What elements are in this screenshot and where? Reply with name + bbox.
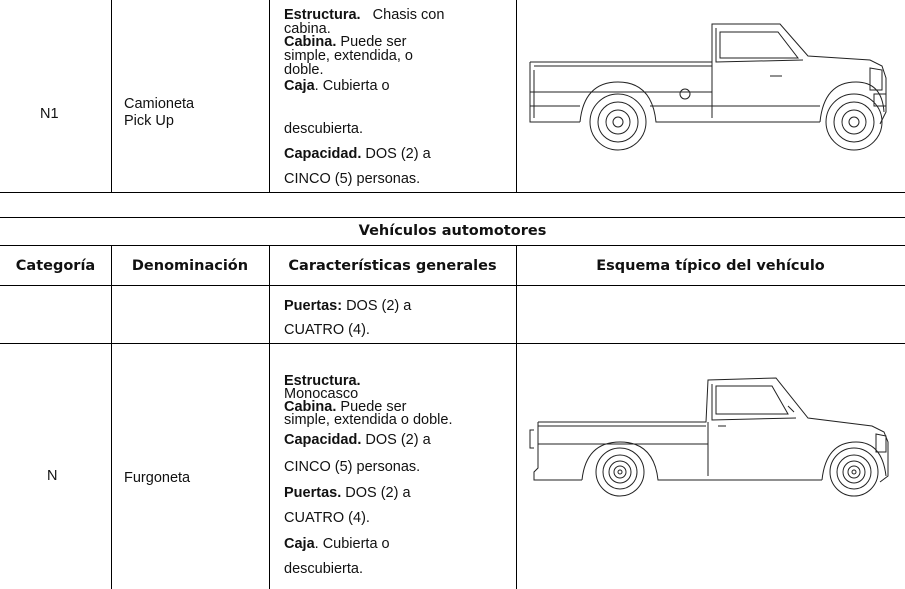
category-cell: N1 xyxy=(40,106,59,122)
characteristic-line: Capacidad. DOS (2) a xyxy=(284,146,431,162)
characteristic-line: CUATRO (4). xyxy=(284,322,370,338)
characteristic-line: Caja. Cubierta o xyxy=(284,536,390,552)
grid-line xyxy=(0,343,905,344)
characteristic-line: descubierta. xyxy=(284,121,363,137)
pickup-truck-diagram xyxy=(520,14,900,164)
characteristic-line: Puertas: DOS (2) a xyxy=(284,298,412,314)
furgoneta-diagram xyxy=(526,372,896,507)
characteristic-line: Caja. Cubierta o xyxy=(284,78,390,94)
grid-line xyxy=(0,217,905,218)
characteristic-line: doble. xyxy=(284,62,324,78)
column-header: Categoría xyxy=(15,258,96,274)
category-cell: N xyxy=(47,468,58,484)
grid-line xyxy=(0,285,905,286)
characteristic-line: Estructura. xyxy=(284,373,361,389)
column-header: Denominación xyxy=(131,258,249,274)
characteristic-line: descubierta. xyxy=(284,561,363,577)
characteristic-line: CINCO (5) personas. xyxy=(284,171,421,187)
characteristic-line: Capacidad. DOS (2) a xyxy=(284,432,431,448)
grid-line xyxy=(111,0,112,192)
column-header: Esquema típico del vehículo xyxy=(596,258,825,274)
grid-line xyxy=(0,245,905,246)
characteristic-line: Estructura. Chasis con xyxy=(284,7,445,23)
denomination-cell: Camioneta xyxy=(124,96,195,112)
characteristic-line: Puertas. DOS (2) a xyxy=(284,485,411,501)
denomination-cell: Furgoneta xyxy=(124,470,191,486)
grid-line xyxy=(516,245,517,589)
characteristic-line: CUATRO (4). xyxy=(284,510,370,526)
column-header: Características generales xyxy=(288,258,497,274)
table-title: Vehículos automotores xyxy=(358,223,547,239)
characteristic-line: Cabina. Puede ser xyxy=(284,34,407,50)
characteristic-line: Cabina. Puede ser xyxy=(284,399,407,415)
grid-line xyxy=(111,245,112,589)
characteristic-line: CINCO (5) personas. xyxy=(284,459,421,475)
grid-line xyxy=(269,245,270,589)
characteristic-line: cabina. xyxy=(284,21,331,37)
characteristic-line: simple, extendida, o xyxy=(284,48,413,64)
characteristic-line: simple, extendida o doble. xyxy=(284,412,453,428)
grid-line xyxy=(0,192,905,193)
denomination-cell: Pick Up xyxy=(124,113,174,129)
grid-line xyxy=(516,0,517,192)
grid-line xyxy=(269,0,270,192)
characteristic-line: Monocasco xyxy=(284,386,359,402)
